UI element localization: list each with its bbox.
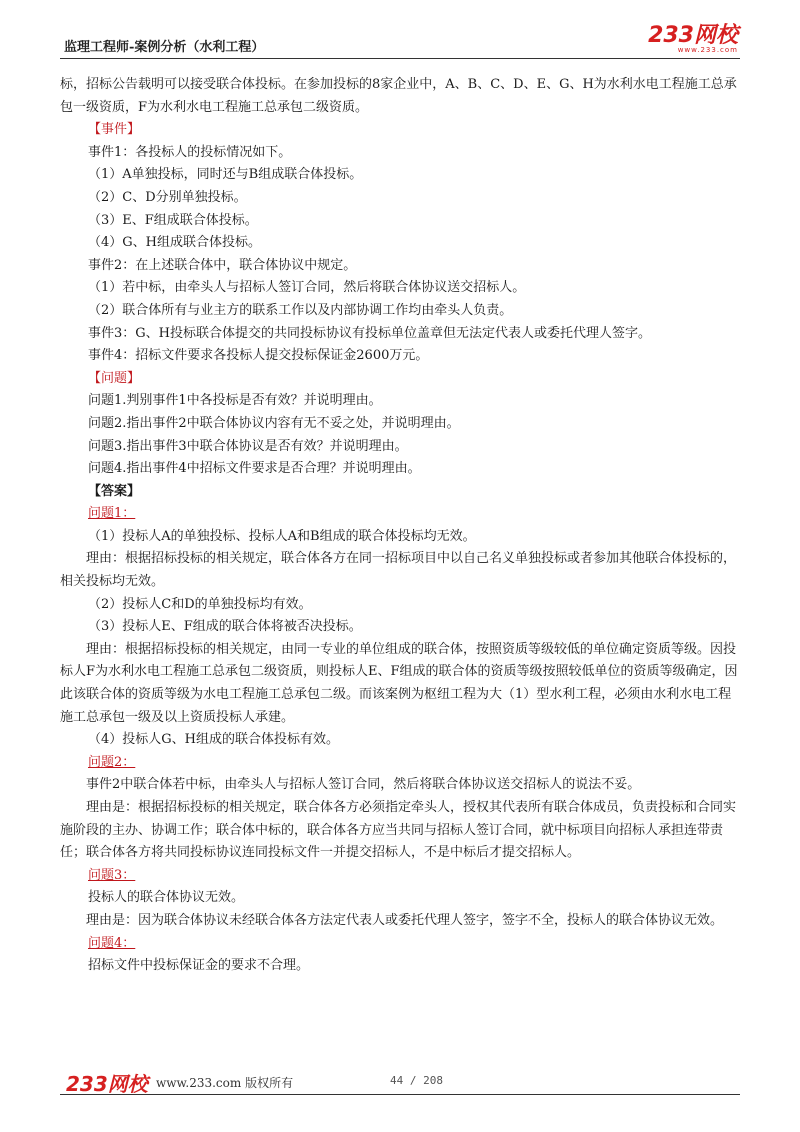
header-divider [60,58,740,59]
intro-paragraph: 标，招标公告载明可以接受联合体投标。在参加投标的8家企业中，A、B、C、D、E、G、H为水利水电工程施工总承包一级资质，F为水利水电工程施工总承包二级资质。 [60,77,737,115]
document-title: 监理工程师-案例分析（水利工程） [64,40,265,55]
event1-item: （4）G、H组成联合体投标。 [88,235,261,251]
question-item: 问题1.判别事件1中各投标是否有效？并说明理由。 [88,393,382,409]
answer3-line: 理由是：因为联合体协议未经联合体各方法定代表人或委托代理人签字，签字不全，投标人的联合体协议无效。 [86,912,724,928]
answer1-line: （1）投标人A的单独投标、投标人A和B组成的联合体投标均无效。 [88,528,476,544]
event2-item: （1）若中标，由牵头人与招标人签订合同，然后将联合体协议送交招标人。 [88,280,526,296]
question-item: 问题3.指出事件3中联合体协议是否有效？并说明理由。 [88,438,408,454]
footer-logo: 233网校 [66,1072,148,1096]
logo-url: www.233.com [677,46,738,54]
questions-heading: 【问题】 [88,370,141,386]
event1-item: （2）C、D分别单独投标。 [88,189,247,205]
event3-text: 事件3：G、H投标联合体提交的共同投标协议有投标单位盖章但无法定代表人或委托代理人签字。 [88,325,651,341]
page-number: 44 / 208 [390,1074,443,1087]
event1-item: （3）E、F组成联合体投标。 [88,212,258,228]
page-footer [60,1064,740,1094]
question-item: 问题4.指出事件4中招标文件要求是否合理？并说明理由。 [88,461,421,477]
event2-title: 事件2：在上述联合体中，联合体协议中规定。 [88,257,357,273]
footer-copyright: www.233.com 版权所有 [156,1076,294,1090]
answer1-line: 理由：根据招标投标的相关规定，由同一专业的单位组成的联合体，按照资质等级较低的单位确定资质等级。因投标人F为水利水电工程施工总承包二级资质，则投标人E、F组成的联合体的资质等级按照较低单位的资质等级确定，因此该联合体的资质等级为水电工程施工总承包二级。而该案例为枢纽工程为大（1）型水利工程，必须由水利水电工程施工总承包一级及以上资质投标人承建。 [60,641,738,725]
event1-title: 事件1：各投标人的投标情况如下。 [88,144,292,160]
document-body [60,74,740,978]
answer4-line: 招标文件中投标保证金的要求不合理。 [88,958,310,974]
answer1-line: 理由：根据招标投标的相关规定，联合体各方在同一招标项目中以自己名义单独投标或者参加其他联合体投标的，相关投标均无效。 [60,551,737,590]
event4-text: 事件4：招标文件要求各投标人提交投标保证金2600万元。 [88,348,429,364]
footer-divider [60,1094,740,1095]
answer2-line: 理由是：根据招标投标的相关规定，联合体各方必须指定牵头人，授权其代表所有联合体成员，负责投标和合同实施阶段的主办、协调工作；联合体中标的，联合体各方应当共同与招标人签订合同，就中标项目向招标人承担连带责任；联合体各方将共同投标协议连同投标文件一并提交招标人，不是中标后才提交招标人。 [60,800,737,861]
logo-text: 233网校 [648,23,738,48]
answers-heading: 【答案】 [88,483,141,499]
answer3-label: 问题3： [88,867,136,883]
answer1-line: （3）投标人E、F组成的联合体将被否决投标。 [88,619,362,635]
answer3-line: 投标人的联合体协议无效。 [88,890,245,906]
answer1-line: （4）投标人G、H组成的联合体投标有效。 [88,732,339,748]
event1-item: （1）A单独投标，同时还与B组成联合体投标。 [88,167,363,183]
answer2-line: 事件2中联合体若中标，由牵头人与招标人签订合同，然后将联合体协议送交招标人的说法不妥。 [86,777,641,793]
brand-logo [648,24,738,54]
page-header [60,18,740,62]
answer4-label: 问题4： [88,935,136,951]
answer2-label: 问题2： [88,754,136,770]
events-heading: 【事件】 [88,122,141,138]
question-item: 问题2.指出事件2中联合体协议内容有无不妥之处，并说明理由。 [88,415,460,431]
answer1-label: 问题1： [88,506,136,522]
event2-item: （2）联合体所有与业主方的联系工作以及内部协调工作均由牵头人负责。 [88,302,513,318]
answer1-line: （2）投标人C和D的单独投标均有效。 [88,596,312,612]
